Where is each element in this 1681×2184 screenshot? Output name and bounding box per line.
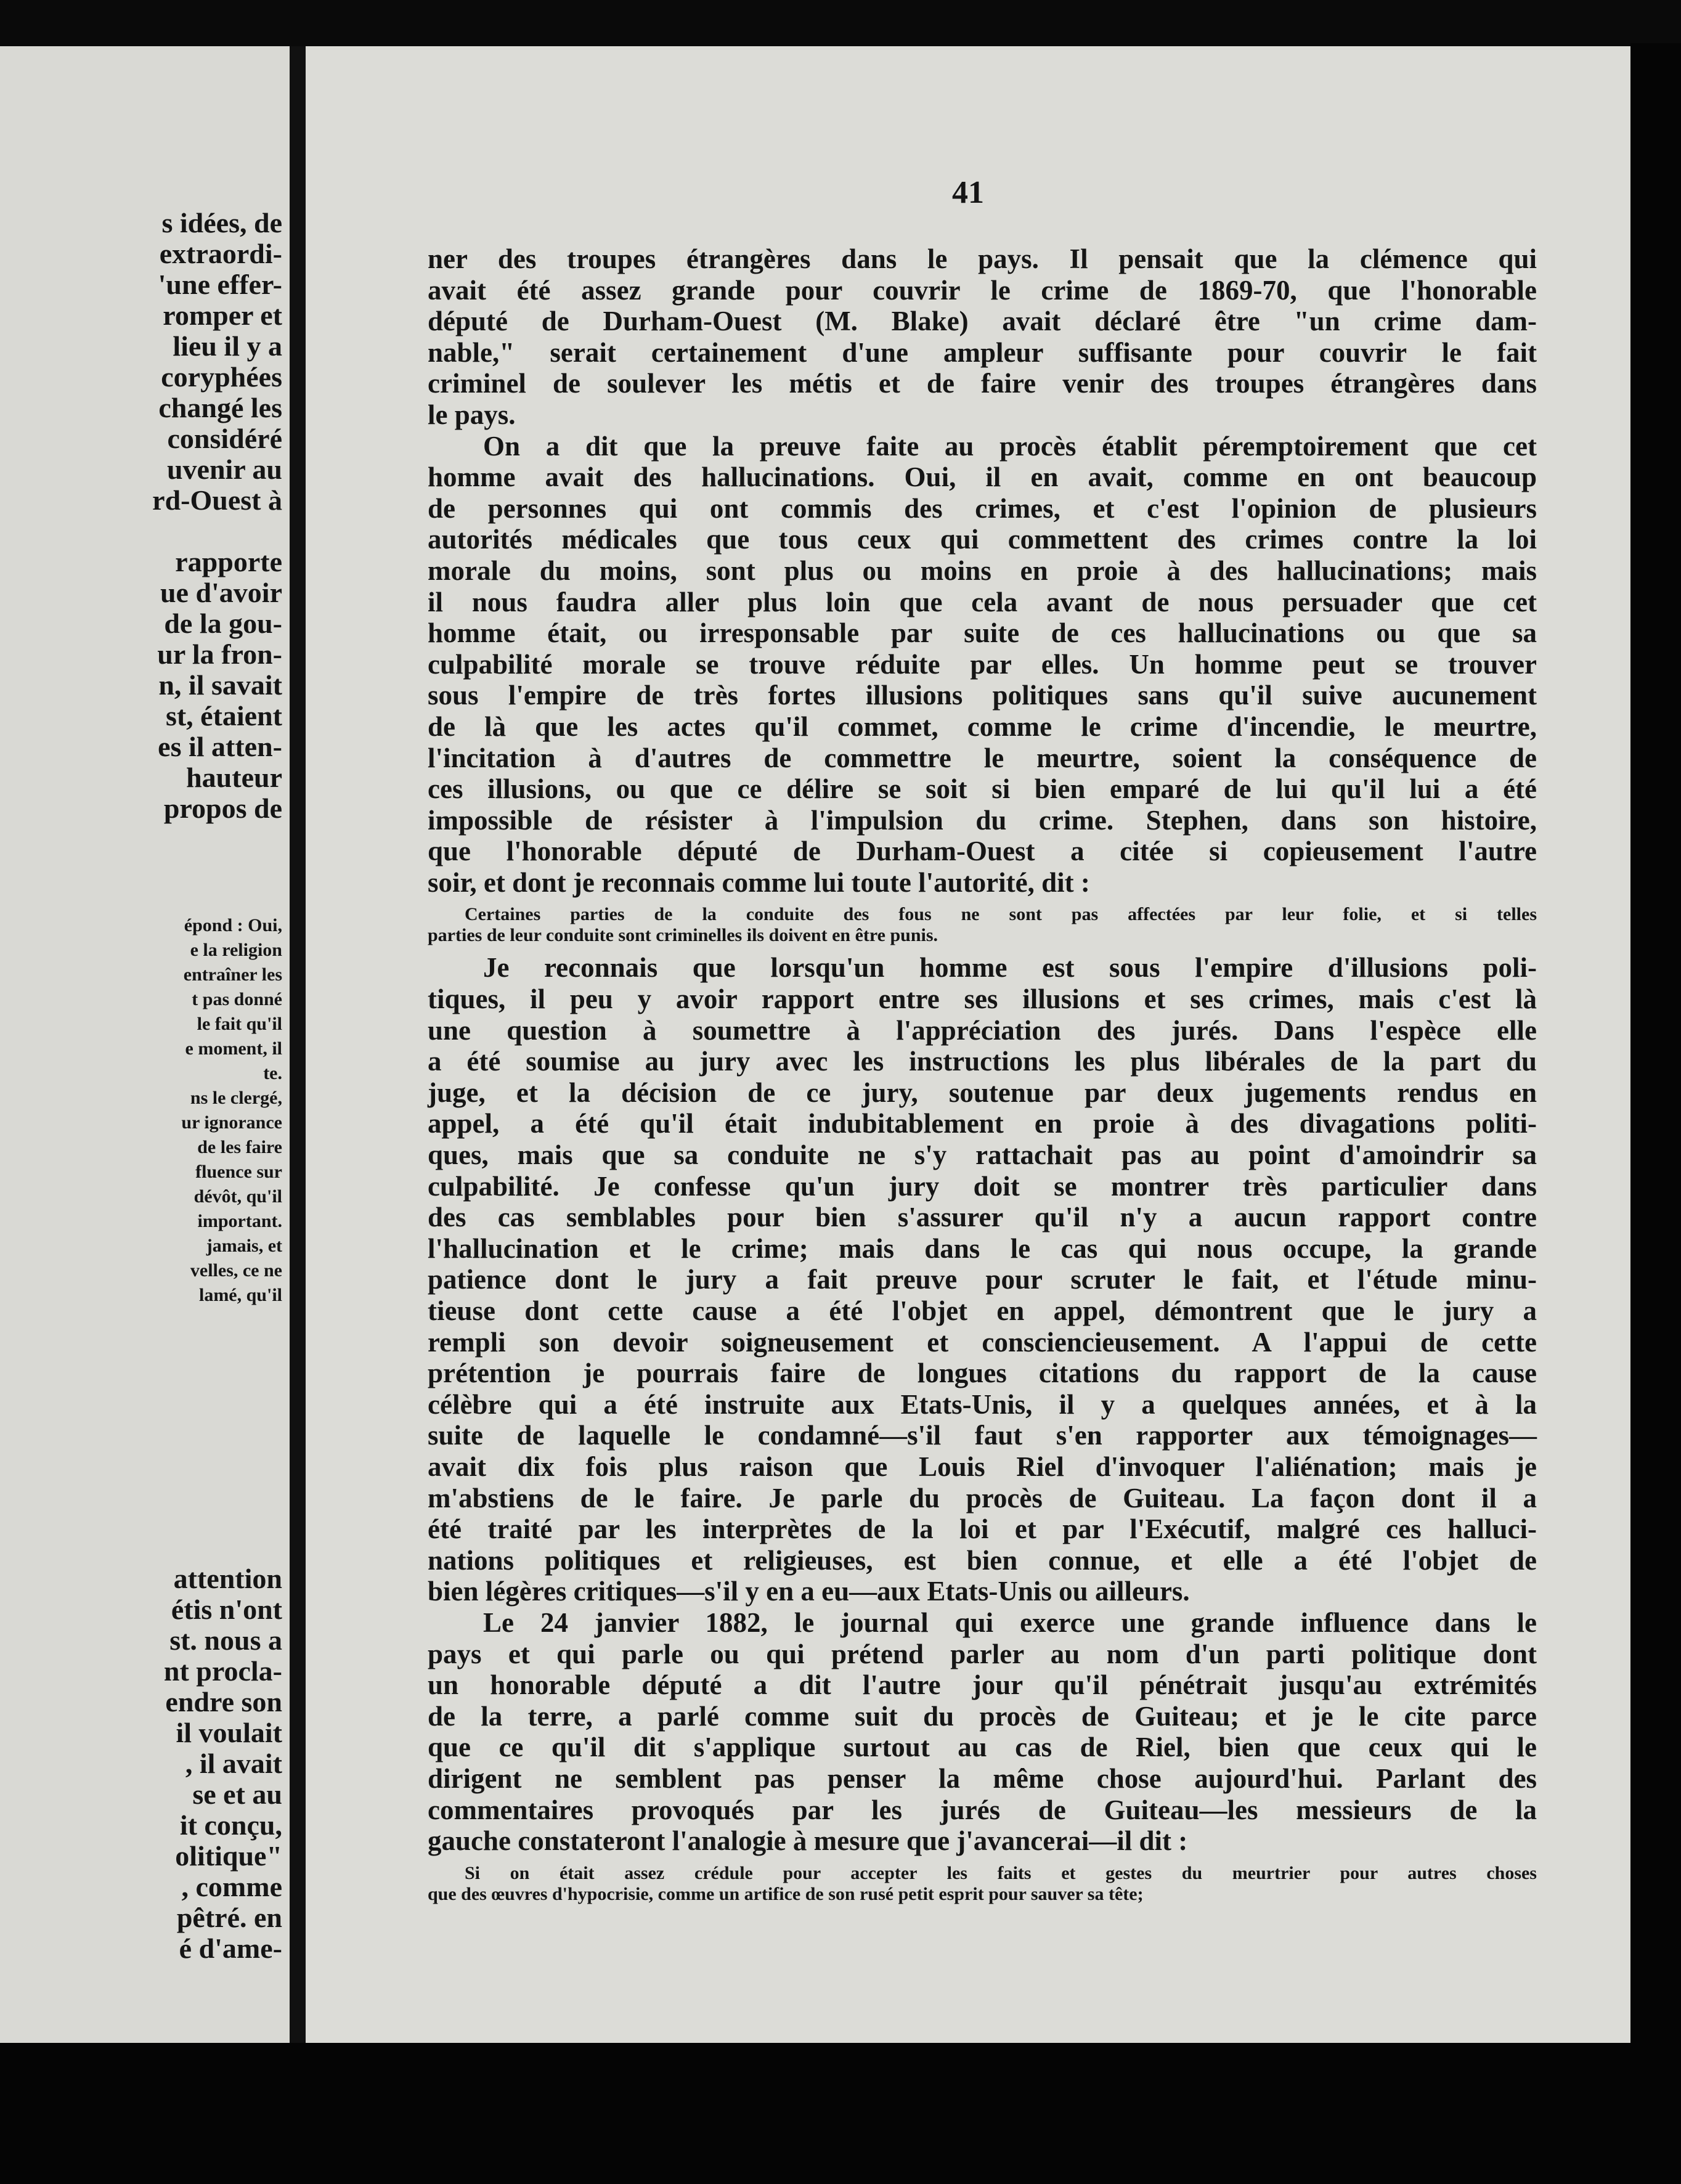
paragraph — [428, 243, 1537, 431]
text-line: nations politiques et religieuses, est bien connue, et elle a été l'objet de — [428, 1544, 1537, 1576]
text-line: impossible de résister à l'impulsion du crime. Stephen, dans son histoire, — [428, 804, 1537, 836]
left-page-line: é d'ame- — [179, 1933, 282, 1964]
left-page-line: it conçu, — [179, 1809, 282, 1841]
left-page-line: n, il savait — [158, 669, 282, 701]
left-page-line: changé les — [158, 392, 282, 423]
left-page-line: t pas donné — [192, 989, 282, 1009]
quote-line: parties de leur conduite sont criminelles ils doivent en être punis. — [428, 925, 938, 946]
text-line: de personnes qui ont commis des crimes, et c'est l'opinion de plusieurs — [428, 492, 1537, 524]
text-line: suite de laquelle le condamné—s'il faut s'en rapporter aux témoignages— — [428, 1420, 1537, 1451]
left-page-line: propos de — [163, 793, 282, 824]
text-line: des cas semblables pour bien s'assurer qu'il n'y a aucun rapport contre — [428, 1202, 1537, 1233]
left-page-line: épond : Oui, — [184, 915, 282, 935]
text-line: a été soumise au jury avec les instructions les plus libérales de la part du — [428, 1046, 1537, 1077]
left-page-line: étis n'ont — [171, 1594, 282, 1625]
left-page-line: de la gou- — [164, 608, 282, 639]
text-line: tiques, il peu y avoir rapport entre ses illusions et ses crimes, mais c'est là — [428, 984, 1537, 1015]
left-page-line: pêtré. en — [176, 1902, 282, 1933]
left-page-line: fluence sur — [195, 1162, 282, 1182]
left-page-line: s idées, de — [161, 207, 282, 238]
left-page-line: uvenir au — [166, 454, 282, 485]
left-page-line: , comme — [181, 1871, 282, 1902]
quote-line: Certaines parties de la conduite des fous ne sont pas affectées par leur folie, et si telles — [465, 904, 1537, 925]
text-line: tieuse dont cette cause a été l'objet en appel, démontrent que le jury a — [428, 1295, 1537, 1326]
left-page-line: coryphées — [161, 361, 282, 393]
left-page-line: st, étaient — [165, 700, 282, 731]
text-line: ner des troupes étrangères dans le pays. Il pensait que la clémence qui — [428, 243, 1537, 274]
text-line: sous l'empire de très fortes illusions politiques sans qu'il suive aucunement — [428, 680, 1537, 711]
left-page-line: hauteur — [186, 762, 282, 793]
text-line: Le 24 janvier 1882, le journal qui exerce une grande influence dans le — [483, 1607, 1537, 1638]
text-line: culpabilité morale se trouve réduite par elles. Un homme peut se trouver — [428, 648, 1537, 680]
text-line: homme avait des hallucinations. Oui, il en avait, comme en ont beaucoup — [428, 462, 1537, 493]
scan-border-bottom — [0, 2043, 1681, 2184]
text-line: dirigent ne semblent pas penser la même chose aujourd'hui. Parlant des — [428, 1762, 1537, 1794]
left-page-line: ue d'avoir — [160, 577, 282, 608]
scan-border-right — [1630, 43, 1681, 2046]
text-line: il nous faudra aller plus loin que cela avant de nous persuader que cet — [428, 586, 1537, 617]
text-line: m'abstiens de le faire. Je parle du procès de Guiteau. La façon dont il a — [428, 1482, 1537, 1514]
text-line: Je reconnais que lorsqu'un homme est sous l'empire d'illusions poli- — [483, 952, 1537, 984]
text-line: le pays. — [428, 399, 516, 430]
block-quote — [428, 904, 1537, 946]
text-line: criminel de soulever les métis et de faire venir des troupes étrangères dans — [428, 368, 1537, 399]
page-number: 41 — [952, 175, 984, 210]
left-page-line: dévôt, qu'il — [193, 1186, 282, 1207]
left-page-line: olitique" — [175, 1840, 282, 1872]
text-line: rempli son devoir soigneusement et consciencieusement. A l'appui de cette — [428, 1326, 1537, 1358]
text-line: bien légères critiques—s'il y en a eu—aux Etats-Unis ou ailleurs. — [428, 1576, 1190, 1607]
text-line: soir, et dont je reconnais comme lui toute l'autorité, dit : — [428, 866, 1090, 898]
text-line: que l'honorable député de Durham-Ouest a citée si copieusement l'autre — [428, 836, 1537, 867]
left-page-line: ur la fron- — [157, 638, 282, 670]
text-line: morale du moins, sont plus ou moins en proie à des hallucinations; mais — [428, 555, 1537, 586]
text-line: avait été assez grande pour couvrir le crime de 1869-70, que l'honorable — [428, 274, 1537, 306]
left-page-line: le fait qu'il — [197, 1014, 282, 1034]
block-quote — [428, 1863, 1537, 1905]
text-line: que ce qu'il dit s'applique surtout au cas de Riel, bien que ceux qui le — [428, 1732, 1537, 1763]
left-page-line: romper et — [163, 299, 282, 331]
text-line: gauche constateront l'analogie à mesure que j'avancerai—il dit : — [428, 1825, 1188, 1857]
text-line: député de Durham-Ouest (M. Blake) avait déclaré être "un crime dam- — [428, 306, 1537, 337]
text-line: pays et qui parle ou qui prétend parler au nom d'un parti politique dont — [428, 1638, 1537, 1669]
text-line: de là que les actes qu'il commet, comme le crime d'incendie, le meurtre, — [428, 711, 1537, 742]
left-page-line: lamé, qu'il — [198, 1285, 282, 1305]
text-line: célèbre qui a été instruite aux Etats-Unis, il y a quelques années, et à la — [428, 1388, 1537, 1420]
text-line: nable," serait certainement d'une ampleur suffisante pour couvrir le fait — [428, 336, 1537, 368]
left-page-line: il voulait — [176, 1717, 282, 1748]
page-gutter — [290, 46, 306, 2043]
text-line: juge, et la décision de ce jury, soutenue par deux jugements rendus en — [428, 1077, 1537, 1108]
text-line: une question à soumettre à l'appréciation des jurés. Dans l'espèce elle — [428, 1014, 1537, 1046]
text-line: autorités médicales que tous ceux qui commettent des crimes contre la loi — [428, 524, 1537, 555]
left-page-line: e moment, il — [185, 1038, 282, 1059]
left-page-line: rd-Ouest à — [152, 484, 282, 516]
paragraph — [428, 952, 1537, 1607]
left-page-line: extraordi- — [159, 238, 282, 269]
left-page-line: 'une effer- — [158, 269, 282, 300]
left-page-line: ns le clergé, — [190, 1088, 282, 1108]
left-page-line: considéré — [167, 423, 282, 454]
left-facing-page — [0, 46, 290, 2043]
left-page-line: , il avait — [185, 1748, 282, 1779]
left-page-line: ur ignorance — [181, 1112, 282, 1133]
text-line: ques, mais que sa conduite ne s'y rattachait pas au point d'amoindrir sa — [428, 1139, 1537, 1171]
text-line: ces illusions, ou que ce délire se soit si bien emparé de lui qu'il lui a été — [428, 773, 1537, 805]
text-line: homme était, ou irresponsable par suite de ces hallucinations ou que sa — [428, 617, 1537, 649]
left-page-line: entraîner les — [183, 964, 282, 985]
text-line: un honorable député a dit l'autre jour qu'il pénétrait jusqu'au extrémités — [428, 1669, 1537, 1701]
left-page-line: de les faire — [197, 1137, 282, 1157]
left-page-line: rapporte — [175, 546, 282, 577]
text-line: commentaires provoqués par les jurés de Guiteau—les messieurs de la — [428, 1794, 1537, 1825]
text-line: l'hallucination et le crime; mais dans le cas qui nous occupe, la grande — [428, 1233, 1537, 1264]
text-line: de la terre, a parlé comme suit du procès de Guiteau; et je le cite parce — [428, 1700, 1537, 1732]
text-line: prétention je pourrais faire de longues citations du rapport de la cause — [428, 1358, 1537, 1389]
left-page-line: jamais, et — [206, 1236, 282, 1256]
text-line: culpabilité. Je confesse qu'un jury doit se montrer très particulier dans — [428, 1170, 1537, 1202]
left-page-line: endre son — [165, 1686, 282, 1717]
left-page-line: te. — [263, 1063, 282, 1083]
text-line: patience dont le jury a fait preuve pour scruter le fait, et l'étude minu- — [428, 1264, 1537, 1295]
left-page-line: lieu il y a — [173, 330, 282, 362]
left-page-line: attention — [173, 1563, 282, 1594]
left-page-line: e la religion — [190, 940, 282, 960]
left-page-line: nt procla- — [163, 1655, 282, 1687]
left-page-line: se et au — [192, 1779, 282, 1810]
left-page-line: important. — [197, 1211, 282, 1231]
quote-line: Si on était assez crédule pour accepter les faits et gestes du meurtrier pour autres choses — [465, 1862, 1537, 1883]
left-page-line: es il atten- — [158, 731, 282, 762]
quote-line: que des œuvres d'hypocrisie, comme un artifice de son rusé petit esprit pour sauver sa tête; — [428, 1883, 1144, 1904]
page-body — [428, 243, 1537, 1911]
paragraph — [428, 1607, 1537, 1857]
left-page-line: velles, ce ne — [190, 1260, 282, 1281]
text-line: été traité par les interprètes de la loi et par l'Exécutif, malgré ces halluci- — [428, 1514, 1537, 1545]
text-line: On a dit que la preuve faite au procès établit péremptoirement que cet — [483, 430, 1537, 462]
text-line: l'incitation à d'autres de commettre le meurtre, soient la conséquence de — [428, 742, 1537, 773]
text-line: avait dix fois plus raison que Louis Riel d'invoquer l'aliénation; mais je — [428, 1451, 1537, 1482]
paragraph — [428, 431, 1537, 898]
text-line: appel, a été qu'il était indubitablement en proie à des divagations politi- — [428, 1108, 1537, 1139]
document-page — [306, 46, 1630, 2043]
left-page-line: st. nous a — [169, 1624, 282, 1656]
